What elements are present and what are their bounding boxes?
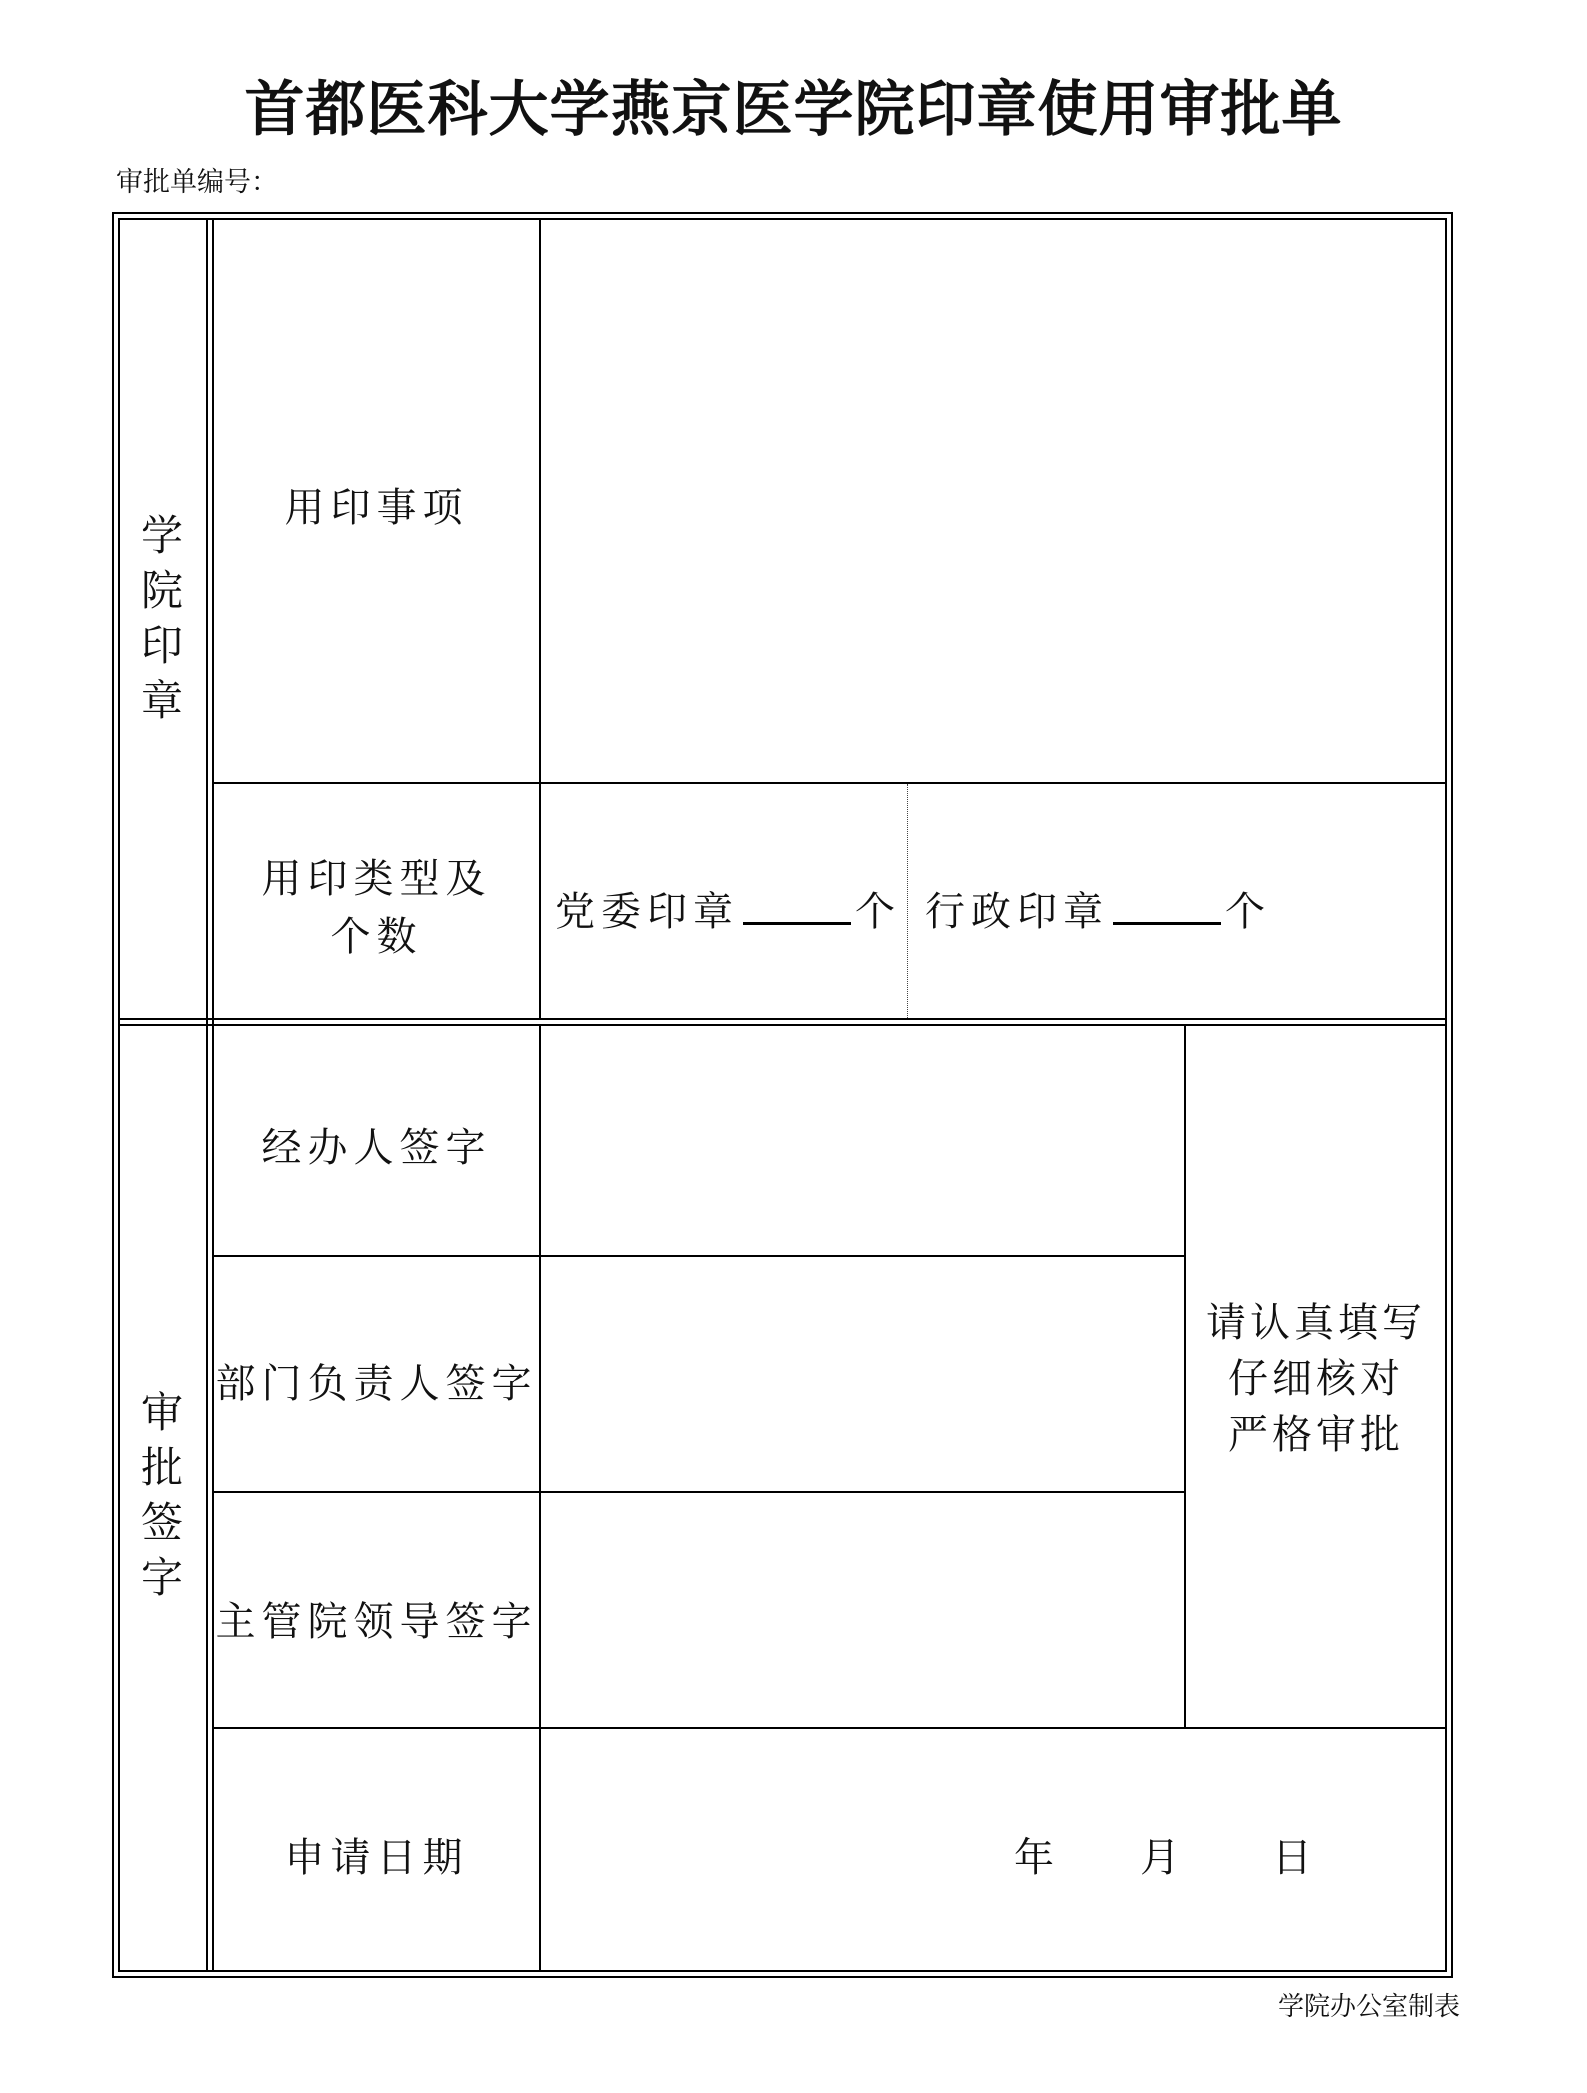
section-label-seal: 学 院 印 章 xyxy=(140,511,183,725)
admin-seal-unit: 个 xyxy=(1225,889,1271,935)
footer-note: 学院办公室制表 xyxy=(1278,1992,1461,2022)
form-number-label: 审批单编号： xyxy=(116,167,278,198)
seal-type-label: 用印类型及 个数 xyxy=(261,856,492,960)
seal-matter-label: 用印事项 xyxy=(284,485,469,531)
party-seal-count-blank[interactable] xyxy=(743,892,851,925)
section-label-approval: 审 批 签 字 xyxy=(140,1388,183,1602)
admin-seal-label: 行政印章 xyxy=(925,889,1109,935)
dept-head-signature-label: 部门负责人签字 xyxy=(215,1361,538,1407)
approval-note: 请认真填写 仔细核对 严格审批 xyxy=(1206,1300,1426,1458)
party-seal-label: 党委印章 xyxy=(555,889,739,935)
handler-signature-label: 经办人签字 xyxy=(261,1125,492,1171)
date-day: 日 xyxy=(1272,1835,1318,1881)
leader-signature-label: 主管院领导签字 xyxy=(215,1599,538,1645)
date-month: 月 xyxy=(1140,1835,1186,1881)
date-year: 年 xyxy=(1014,1835,1060,1881)
admin-seal-field[interactable] xyxy=(925,880,1271,937)
date-label: 申请日期 xyxy=(284,1835,469,1881)
party-seal-unit: 个 xyxy=(855,889,901,935)
page-title: 首都医科大学燕京医学院印章使用审批单 xyxy=(244,75,1343,145)
admin-seal-count-blank[interactable] xyxy=(1113,892,1221,925)
party-seal-field[interactable] xyxy=(555,880,901,937)
